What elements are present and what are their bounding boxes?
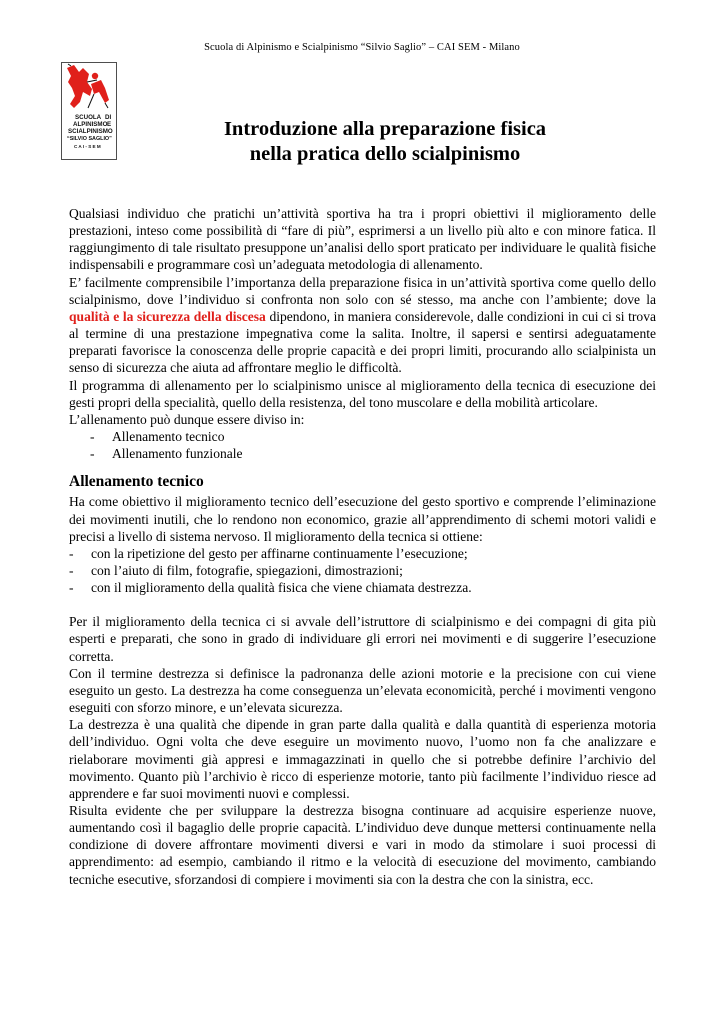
list-bullet: -: [90, 429, 95, 445]
logo-line2: ALPINISMO: [73, 121, 108, 128]
list-item: [69, 428, 656, 445]
logo-line4: “SILVIO SAGLIO”: [67, 136, 112, 142]
document-body: [69, 205, 656, 888]
list-item-text: con il miglioramento della qualità fisica che viene chiamata destrezza.: [91, 580, 472, 596]
list-item-text: con l’aiuto di film, fotografie, spiegazioni, dimostrazioni;: [91, 562, 403, 578]
list-item: [69, 545, 656, 562]
logo-line1: SCUOLA: [75, 114, 102, 121]
list-item-text: con la ripetizione del gesto per affinarne continuamente l’esecuzione;: [91, 545, 468, 561]
intro-paragraph-2-end: dipendono, in maniera considerevole, dalle condizioni in cui ci si trova al termine di una prestazione impegnativa come la salita. Inoltre, il sapersi e sentirsi adeguatamente preparati favorisce la conoscenza delle proprie capacità e dei propri limiti, procurando allo scialpinista un senso di sicurezza che aiuta ad affrontare meglio le difficoltà.: [69, 308, 656, 376]
title-line-1: Introduzione alla preparazione fisica: [223, 118, 547, 140]
intro-paragraph-2: [69, 274, 656, 377]
training-types-list: [69, 428, 656, 462]
logo-line3: SCIALPINISMO: [68, 128, 113, 135]
list-bullet: -: [69, 545, 74, 561]
title-line-2: nella pratica dello scialpinismo: [249, 143, 521, 165]
page-header: Scuola di Alpinismo e Scialpinismo “Silvio Saglio” – CAI SEM - Milano: [204, 42, 520, 53]
section-paragraph-4: La destrezza è una qualità che dipende in gran parte dalla qualità e dalla quantità di esperienza motoria dell’individuo. Ogni volta che deve eseguire un movimento nuovo, l’uomo non fa che analizzare e rielaborare movimenti già appresi e immagazzinati in quello che si potrebbe definire l’archivio del movimento. Quanto più l’archivio è ricco di esperienze motorie, tanto più facilmente l’individuo riesce ad apprendere e far suoi movimenti nuovi e complessi.: [69, 717, 656, 801]
intro-paragraph-1: Qualsiasi individuo che pratichi un’attività sportiva ha tra i propri obiettivi il miglioramento delle prestazioni, inteso come possibilità di “fare di più”, esprimersi a un livello più alto e con minore fatica. Il raggiungimento di tale risultato presuppone un’analisi dello sport praticato per individuare le qualità fisiche indispensabili e programmare così un’adeguata metodologia di allenamento.: [69, 206, 656, 273]
section-paragraph-3: Con il termine destrezza si definisce la padronanza delle azioni motorie e la precisione con cui viene eseguito un gesto. La destrezza ha come conseguenza un’elevata economicità, perché i movimenti vengono eseguiti con sforzo minore, e un’elevata sicurezza.: [69, 665, 656, 716]
list-item: [69, 562, 656, 579]
intro-paragraph-2-start: E’ facilmente comprensibile l’importanza della preparazione fisica in un’attività sportiva come quello dello scialpinismo, dove l’individuo si confronta non solo con sé stesso, ma anche con l’ambiente; dove la: [69, 274, 656, 307]
section-paragraph-5: Risulta evidente che per sviluppare la destrezza bisogna continuare ad acquisire esperienze nuove, aumentando così il bagaglio delle proprie capacità. L’individuo deve dunque mettersi continuamente nella condizione di dovere affrontare movimenti diversi e vari in modo da stimolare i suoi processi di apprendimento: ad esempio, cambiando il ritmo e la velocità di esecuzione del movimento, cambiando tecniche esecutive, sforzandosi di compiere i movimenti sia con la destra che con la sinistra, ecc.: [69, 803, 656, 887]
logo-line1b: DI: [105, 114, 112, 121]
highlighted-phrase: qualità e la sicurezza della discesa: [69, 308, 266, 324]
list-item-text: Allenamento tecnico: [112, 429, 225, 445]
list-bullet: -: [90, 446, 95, 462]
page-title: [120, 117, 650, 167]
section-heading: Allenamento tecnico: [69, 473, 204, 491]
list-item: [69, 445, 656, 462]
section-paragraph-1: Ha come obiettivo il miglioramento tecnico dell’esecuzione del gesto sportivo e comprende l’eliminazione dei movimenti inutili, che lo rendono non economico, grazie all’apprendimento di schemi motori validi e precisi a livello di sistema nervoso. Il miglioramento della tecnica si ottiene:: [69, 494, 656, 544]
list-item: [69, 579, 656, 596]
section-paragraph-2: Per il miglioramento della tecnica ci si avvale dell’istruttore di scialpinismo e dei compagni di gita più esperti e preparati, che sono in grado di individuare gli errori nei movimenti e di suggerire l’esecuzione corretta.: [69, 614, 656, 664]
list-bullet: -: [69, 562, 74, 578]
logo-line2b: E: [107, 121, 112, 128]
school-logo: [61, 62, 117, 160]
paragraph-gap: [69, 596, 656, 613]
list-bullet: -: [69, 580, 74, 596]
list-item-text: Allenamento funzionale: [112, 446, 243, 462]
intro-paragraph-3: Il programma di allenamento per lo scialpinismo unisce al miglioramento della tecnica di esecuzione dei gesti propri della specialità, quello della resistenza, del tono muscolare e della mobilità articolare.: [69, 377, 656, 410]
intro-paragraph-4: L’allenamento può dunque essere diviso in:: [69, 411, 305, 427]
logo-line5: C A I - S E M: [74, 144, 101, 149]
technique-methods-list: [69, 545, 656, 596]
